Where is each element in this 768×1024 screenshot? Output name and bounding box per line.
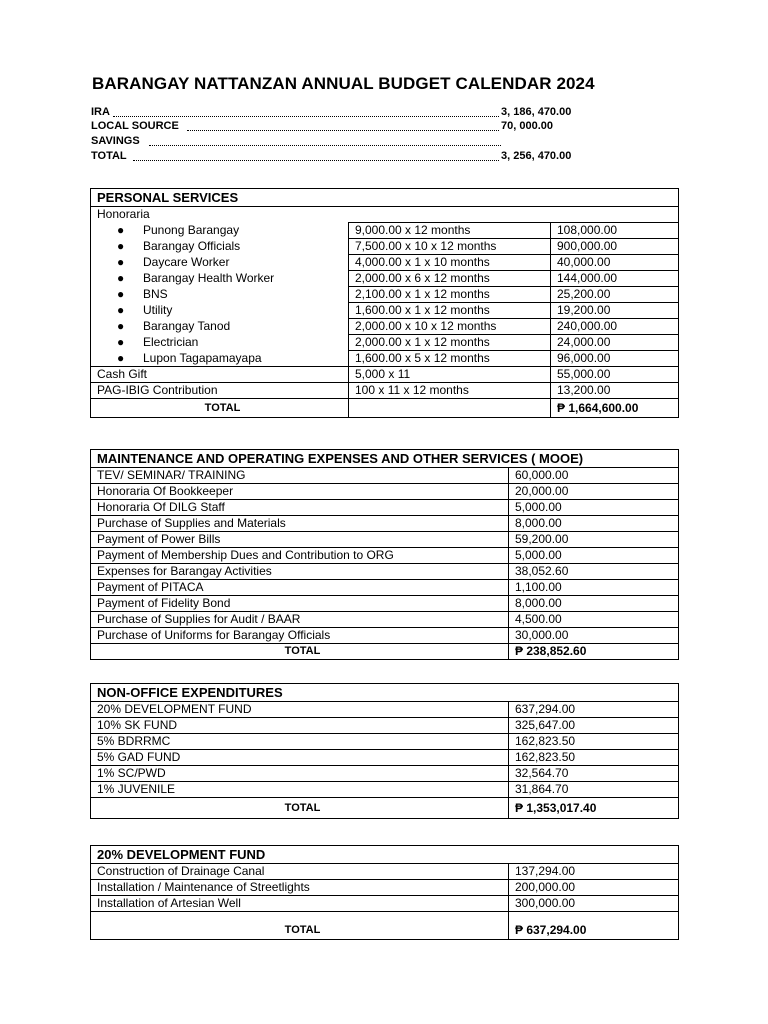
item-name: Honoraria Of Bookkeeper	[91, 484, 509, 500]
item-amount: 96,000.00	[551, 351, 679, 367]
item-amount: 325,647.00	[509, 718, 679, 734]
summary-value: 3, 186, 470.00	[501, 106, 572, 118]
total-row	[91, 912, 679, 940]
table-row	[91, 468, 679, 484]
dotted-leader	[187, 130, 499, 131]
section-heading: NON-OFFICE EXPENDITURES	[91, 684, 679, 702]
item-name: Cash Gift	[91, 367, 349, 383]
item-computation: 4,000.00 x 1 x 10 months	[349, 255, 551, 271]
total-label: TOTAL	[91, 798, 509, 819]
item-computation: 5,000 x 11	[349, 367, 551, 383]
item-name: Payment of Fidelity Bond	[91, 596, 509, 612]
item-name: Daycare Worker	[143, 255, 230, 269]
table-row	[91, 532, 679, 548]
total-label: TOTAL	[91, 399, 349, 418]
item-amount: 8,000.00	[509, 516, 679, 532]
table-row	[91, 628, 679, 644]
item-computation: 2,100.00 x 1 x 12 months	[349, 287, 551, 303]
item-name: Purchase of Supplies and Materials	[91, 516, 509, 532]
item-amount: 13,200.00	[551, 383, 679, 399]
item-amount: 55,000.00	[551, 367, 679, 383]
item-computation: 2,000.00 x 6 x 12 months	[349, 271, 551, 287]
item-amount: 4,500.00	[509, 612, 679, 628]
table-row	[91, 500, 679, 516]
item-computation: 2,000.00 x 10 x 12 months	[349, 319, 551, 335]
summary-label: SAVINGS	[91, 135, 140, 147]
table-row	[91, 383, 679, 399]
item-name: 5% BDRRMC	[91, 734, 509, 750]
item-amount: 20,000.00	[509, 484, 679, 500]
table-row	[91, 596, 679, 612]
table-row	[91, 255, 679, 271]
item-name: Expenses for Barangay Activities	[91, 564, 509, 580]
item-amount: 144,000.00	[551, 271, 679, 287]
item-amount: 240,000.00	[551, 319, 679, 335]
table-row	[91, 766, 679, 782]
development-fund-table	[90, 845, 679, 940]
table-row	[91, 734, 679, 750]
item-computation: 9,000.00 x 12 months	[349, 223, 551, 239]
summary-row-total	[91, 150, 591, 164]
table-row	[91, 702, 679, 718]
item-amount: 900,000.00	[551, 239, 679, 255]
item-computation: 100 x 11 x 12 months	[349, 383, 551, 399]
summary-label: TOTAL	[91, 150, 127, 162]
table-row	[91, 782, 679, 798]
item-amount: 60,000.00	[509, 468, 679, 484]
table-row	[91, 287, 679, 303]
item-computation: 7,500.00 x 10 x 12 months	[349, 239, 551, 255]
item-name: Barangay Health Worker	[143, 271, 275, 285]
table-row	[91, 516, 679, 532]
item-amount: 5,000.00	[509, 548, 679, 564]
item-computation: 1,600.00 x 1 x 12 months	[349, 303, 551, 319]
section-heading: 20% DEVELOPMENT FUND	[91, 846, 679, 864]
total-value: ₱ 238,852.60	[509, 644, 679, 660]
item-amount: 24,000.00	[551, 335, 679, 351]
summary-value: 3, 256, 470.00	[501, 150, 572, 162]
document-title: BARANGAY NATTANZAN ANNUAL BUDGET CALENDAR 2024	[92, 74, 595, 93]
bullet-icon: ●	[117, 350, 125, 365]
non-office-expenditures-table	[90, 683, 679, 819]
item-amount: 25,200.00	[551, 287, 679, 303]
item-name: Punong Barangay	[143, 223, 240, 237]
total-label: TOTAL	[91, 912, 509, 940]
table-row	[91, 564, 679, 580]
section-heading: MAINTENANCE AND OPERATING EXPENSES AND OTHER SERVICES ( MOOE)	[91, 450, 679, 468]
dotted-leader	[149, 145, 501, 146]
item-name: Honoraria Of DILG Staff	[91, 500, 509, 516]
section-heading: PERSONAL SERVICES	[91, 189, 679, 207]
total-row	[91, 399, 679, 418]
table-row	[91, 335, 679, 351]
item-name: PAG-IBIG Contribution	[91, 383, 349, 399]
item-amount: 59,200.00	[509, 532, 679, 548]
item-name: Payment of PITACA	[91, 580, 509, 596]
item-amount: 40,000.00	[551, 255, 679, 271]
table-row	[91, 223, 679, 239]
total-row	[91, 798, 679, 819]
item-name: TEV/ SEMINAR/ TRAINING	[91, 468, 509, 484]
bullet-icon: ●	[117, 303, 125, 317]
table-row	[91, 319, 679, 335]
dotted-leader	[113, 116, 499, 117]
item-amount: 162,823.50	[509, 734, 679, 750]
item-name: Construction of Drainage Canal	[91, 864, 509, 880]
item-name: 10% SK FUND	[91, 718, 509, 734]
item-amount: 1,100.00	[509, 580, 679, 596]
item-name: Payment of Membership Dues and Contribution to ORG	[91, 548, 509, 564]
table-row	[91, 864, 679, 880]
total-row	[91, 644, 679, 660]
item-computation: 1,600.00 x 5 x 12 months	[349, 351, 551, 367]
total-value: ₱ 1,353,017.40	[509, 798, 679, 819]
item-name: Lupon Tagapamayapa	[143, 350, 262, 365]
bullet-icon: ●	[117, 271, 125, 285]
table-row	[91, 351, 679, 367]
item-amount: 8,000.00	[509, 596, 679, 612]
item-amount: 200,000.00	[509, 880, 679, 896]
table-row	[91, 750, 679, 766]
item-name: 1% JUVENILE	[91, 782, 509, 798]
item-amount: 19,200.00	[551, 303, 679, 319]
item-amount: 637,294.00	[509, 702, 679, 718]
item-name: Purchase of Uniforms for Barangay Officials	[91, 628, 509, 644]
table-row	[91, 484, 679, 500]
item-computation: 2,000.00 x 1 x 12 months	[349, 335, 551, 351]
table-row	[91, 303, 679, 319]
summary-value: 70, 000.00	[501, 120, 553, 132]
mooe-table	[90, 449, 679, 660]
item-amount: 162,823.50	[509, 750, 679, 766]
item-name: Installation / Maintenance of Streetlights	[91, 880, 509, 896]
summary-label: LOCAL SOURCE	[91, 120, 179, 132]
item-amount: 38,052.60	[509, 564, 679, 580]
item-amount: 30,000.00	[509, 628, 679, 644]
item-name: Barangay Tanod	[143, 319, 231, 333]
item-amount: 31,864.70	[509, 782, 679, 798]
item-name: 1% SC/PWD	[91, 766, 509, 782]
table-row	[91, 271, 679, 287]
item-name: Payment of Power Bills	[91, 532, 509, 548]
item-amount: 32,564.70	[509, 766, 679, 782]
bullet-icon: ●	[117, 223, 125, 237]
item-name: BNS	[143, 287, 168, 301]
summary-row-local-source	[91, 120, 591, 134]
personal-services-table	[90, 188, 679, 418]
summary-row-ira	[91, 106, 591, 120]
summary-label: IRA	[91, 106, 110, 118]
total-value: ₱ 1,664,600.00	[551, 399, 679, 418]
dotted-leader	[133, 160, 499, 161]
bullet-icon: ●	[117, 255, 125, 269]
bullet-icon: ●	[117, 335, 125, 349]
item-amount: 5,000.00	[509, 500, 679, 516]
table-row	[91, 367, 679, 383]
table-row	[91, 239, 679, 255]
item-amount: 300,000.00	[509, 896, 679, 912]
item-amount: 137,294.00	[509, 864, 679, 880]
total-label: TOTAL	[91, 644, 509, 660]
item-name: 20% DEVELOPMENT FUND	[91, 702, 509, 718]
bullet-icon: ●	[117, 319, 125, 333]
table-row	[91, 580, 679, 596]
summary-row-savings	[91, 135, 591, 149]
item-name: Utility	[143, 303, 173, 317]
table-row	[91, 880, 679, 896]
item-name: 5% GAD FUND	[91, 750, 509, 766]
table-row	[91, 612, 679, 628]
item-name: Purchase of Supplies for Audit / BAAR	[91, 612, 509, 628]
bullet-icon: ●	[117, 287, 125, 301]
table-row	[91, 718, 679, 734]
subheading-honoraria: Honoraria	[91, 207, 679, 223]
item-name: Installation of Artesian Well	[91, 896, 509, 912]
total-value: ₱ 637,294.00	[509, 912, 679, 940]
bullet-icon: ●	[117, 239, 125, 253]
table-row	[91, 896, 679, 912]
table-row	[91, 548, 679, 564]
item-name: Barangay Officials	[143, 239, 241, 253]
item-amount: 108,000.00	[551, 223, 679, 239]
item-name: Electrician	[143, 335, 199, 349]
